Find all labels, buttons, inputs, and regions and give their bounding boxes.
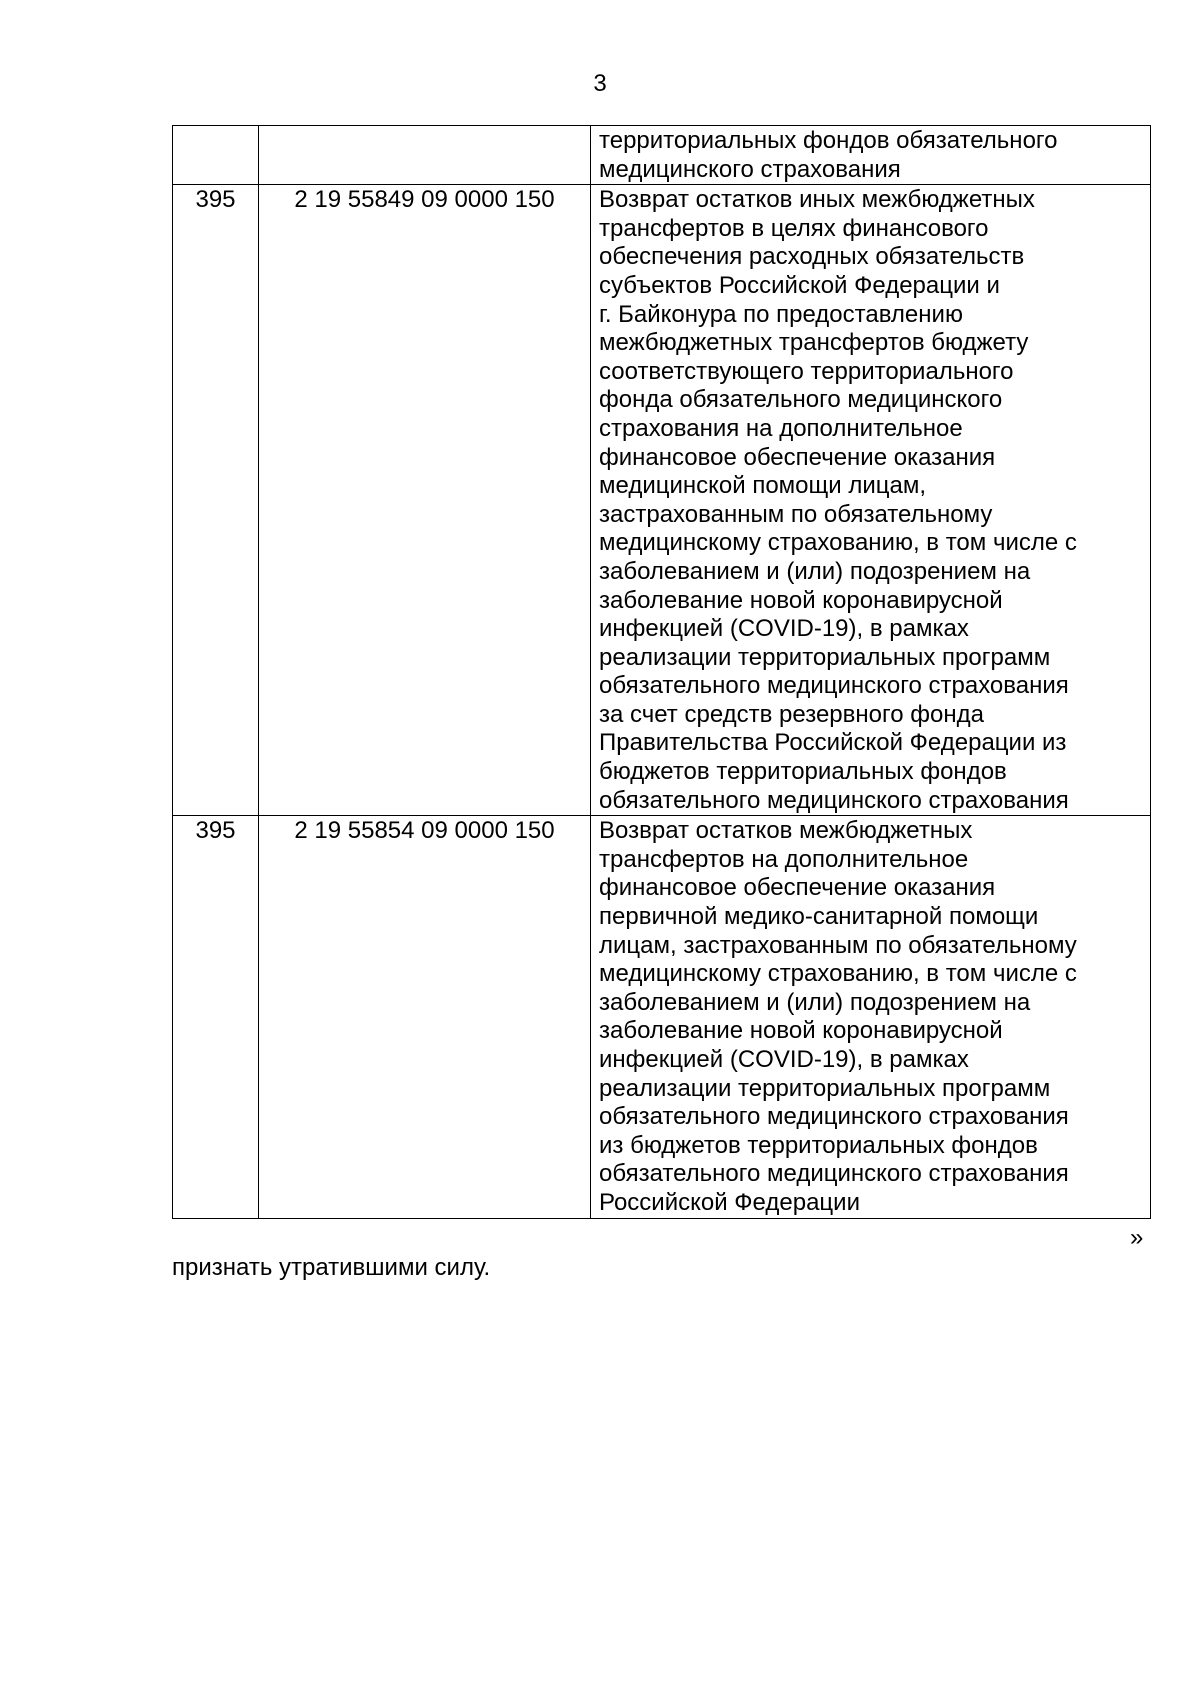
description-cell — [591, 126, 1151, 185]
description-line: лицам, застрахованным по обязательному — [599, 931, 1077, 959]
description-line: г. Байконура по предоставлению — [599, 300, 963, 328]
description-line: реализации территориальных программ — [599, 643, 1051, 671]
description-line: соответствующего территориального — [599, 357, 1014, 385]
description-line: медицинскому страхованию, в том числе с — [599, 960, 1077, 988]
page-number: 3 — [593, 70, 607, 97]
description-line: медицинской помощи лицам, — [599, 472, 927, 500]
description-line: трансфертов на дополнительное — [599, 845, 969, 873]
description-line: финансовое обеспечение оказания — [599, 443, 996, 471]
description-line: бюджетов территориальных фондов — [599, 758, 1007, 786]
table-body — [173, 126, 1151, 1219]
budget-code-cell: 2 19 55849 09 0000 150 — [259, 185, 591, 816]
description-line: из бюджетов территориальных фондов — [599, 1131, 1038, 1159]
table-row — [173, 126, 1151, 185]
description-line: трансфертов в целях финансового — [599, 214, 989, 242]
description-line: заболеванием и (или) подозрением на — [599, 988, 1031, 1016]
description-line: обязательного медицинского страхования — [599, 672, 1069, 700]
description-line: застрахованным по обязательному — [599, 500, 993, 528]
description-line: Возврат остатков иных межбюджетных — [599, 186, 1035, 214]
description-line: страхования на дополнительное — [599, 414, 963, 442]
description-line: реализации территориальных программ — [599, 1074, 1051, 1102]
description-line: медицинского страхования — [599, 155, 901, 183]
description-line: Российской Федерации — [599, 1188, 860, 1216]
description-line: за счет средств резервного фонда — [599, 700, 984, 728]
description-cell — [591, 185, 1151, 816]
closing-text: признать утратившими силу. — [172, 1254, 491, 1281]
description-line: заболеванием и (или) подозрением на — [599, 557, 1031, 585]
description-line: субъектов Российской Федерации и — [599, 271, 1000, 299]
row-number-cell — [173, 126, 259, 185]
row-number-cell: 395 — [173, 816, 259, 1218]
description-line: обязательного медицинского страхования — [599, 1160, 1069, 1188]
budget-code-cell — [259, 126, 591, 185]
description-line: Возврат остатков межбюджетных — [599, 817, 973, 845]
description-line: заболевание новой коронавирусной — [599, 586, 1003, 614]
table-row — [173, 185, 1151, 816]
description-line: обеспечения расходных обязательств — [599, 243, 1025, 271]
description-line: финансовое обеспечение оказания — [599, 874, 996, 902]
budget-code-cell: 2 19 55854 09 0000 150 — [259, 816, 591, 1218]
description-line: фонда обязательного медицинского — [599, 386, 1003, 414]
description-line: обязательного медицинского страхования — [599, 786, 1069, 814]
description-line: медицинскому страхованию, в том числе с — [599, 529, 1077, 557]
description-line: межбюджетных трансфертов бюджету — [599, 329, 1029, 357]
description-line: Правительства Российской Федерации из — [599, 729, 1067, 757]
table-row — [173, 816, 1151, 1218]
description-line: инфекцией (COVID-19), в рамках — [599, 615, 969, 643]
budget-codes-table — [172, 125, 1151, 1219]
description-line: инфекцией (COVID-19), в рамках — [599, 1046, 969, 1073]
closing-quote-mark: » — [1130, 1224, 1144, 1251]
description-line: территориальных фондов обязательного — [599, 127, 1058, 154]
description-line: обязательного медицинского страхования — [599, 1103, 1069, 1131]
description-line: заболевание новой коронавирусной — [599, 1017, 1003, 1045]
row-number-cell: 395 — [173, 185, 259, 816]
description-cell — [591, 816, 1151, 1218]
description-line: первичной медико-санитарной помощи — [599, 903, 1039, 931]
